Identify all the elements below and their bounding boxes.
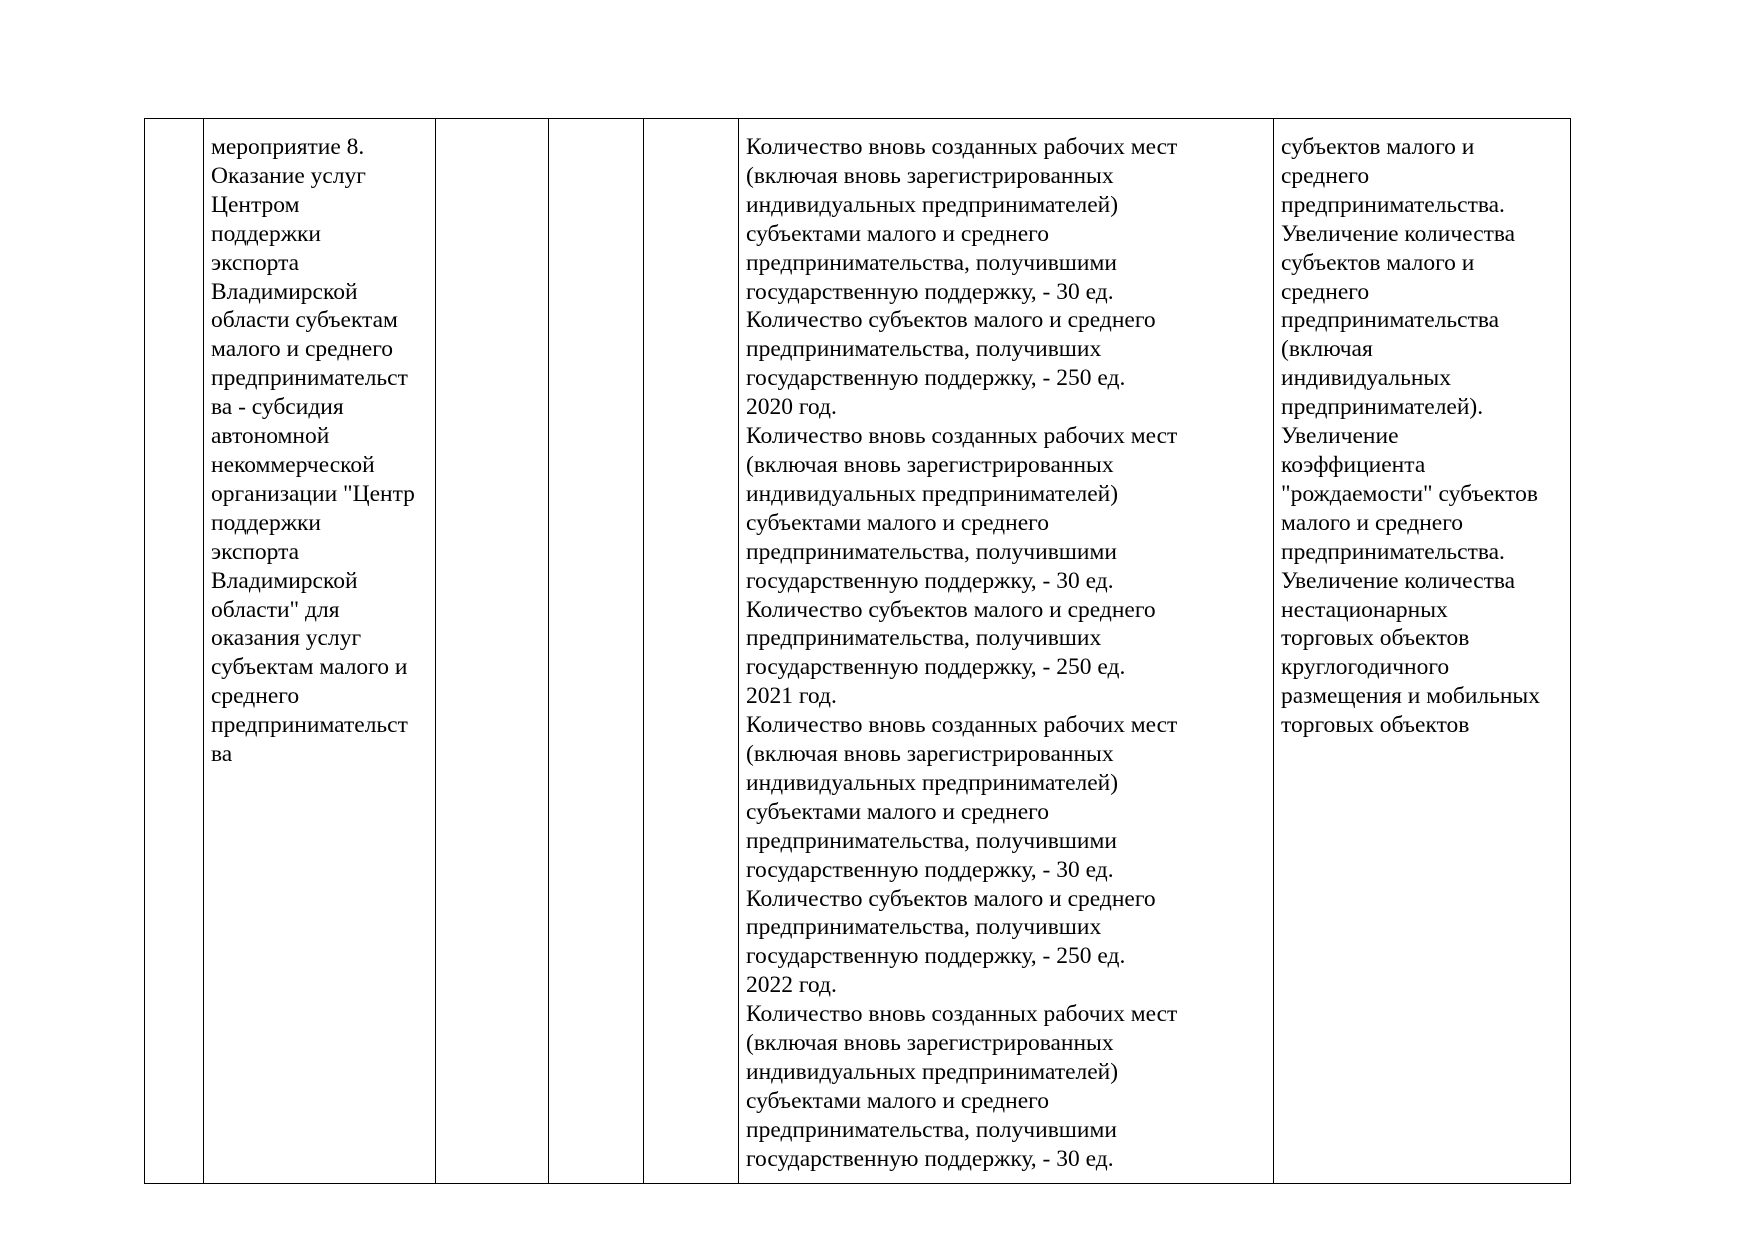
cell-empty-3: [436, 119, 549, 1184]
table-row: [145, 119, 1571, 1184]
program-table: [144, 118, 1571, 1184]
cell-expected-results: субъектов малого и среднего предпринимательства. Увеличение количества субъектов малого и среднего предпринимательства (включая индивидуальных предпринимателей). Увеличение коэффициента "рождаемости" субъектов малого и среднего предпринимательства. Увеличение количества нестационарных торговых объектов круглогодичного размещения и мобильных торговых объектов: [1274, 119, 1571, 1184]
cell-empty-5: [644, 119, 739, 1184]
cell-indicators: Количество вновь созданных рабочих мест (включая вновь зарегистрированных индивидуальных предпринимателей) субъектами малого и среднего предпринимательства, получившими государственную поддержку, - 30 ед. Количество субъектов малого и среднего предпринимательства, получивших государственную поддержку, - 250 ед. 2020 год. Количество вновь созданных рабочих мест (включая вновь зарегистрированных индивидуальных предпринимателей) субъектами малого и среднего предпринимательства, получившими государственную поддержку, - 30 ед. Количество субъектов малого и среднего предпринимательства, получивших государственную поддержку, - 250 ед. 2021 год. Количество вновь созданных рабочих мест (включая вновь зарегистрированных индивидуальных предпринимателей) субъектами малого и среднего предпринимательства, получившими государственную поддержку, - 30 ед. Количество субъектов малого и среднего предпринимательства, получивших государственную поддержку, - 250 ед. 2022 год. Количество вновь созданных рабочих мест (включая вновь зарегистрированных индивидуальных предпринимателей) субъектами малого и среднего предпринимательства, получившими государственную поддержку, - 30 ед.: [739, 119, 1274, 1184]
cell-empty-4: [549, 119, 644, 1184]
cell-activity-name: мероприятие 8. Оказание услуг Центром поддержки экспорта Владимирской области субъектам малого и среднего предпринимательст ва - субсидия автономной некоммерческой организации "Центр поддержки экспорта Владимирской области" для оказания услуг субъектам малого и среднего предпринимательст ва: [204, 119, 436, 1184]
cell-number: [145, 119, 204, 1184]
